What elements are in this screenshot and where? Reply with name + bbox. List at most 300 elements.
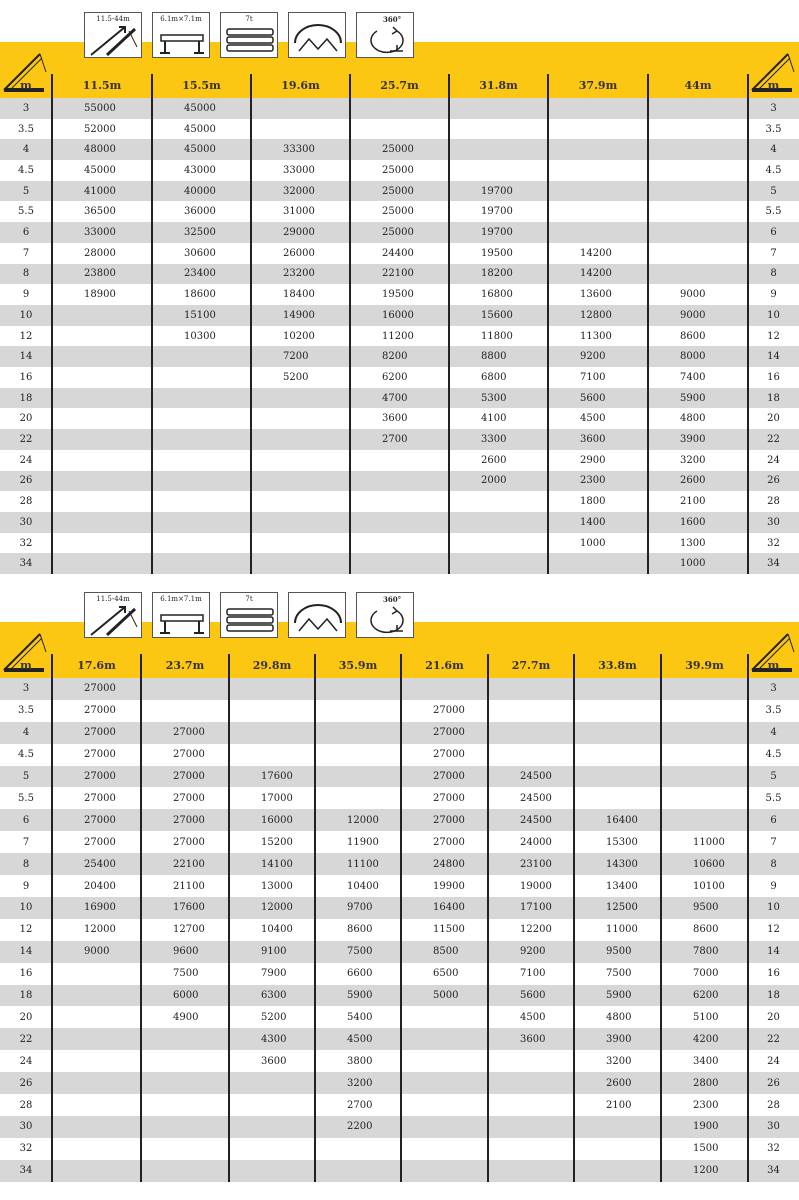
radius-header-right: m xyxy=(767,79,780,92)
table-row xyxy=(0,181,799,202)
radius-cell-right: 10 xyxy=(767,309,780,321)
load-cell xyxy=(315,744,401,766)
load-cell xyxy=(548,139,648,160)
load-cell: 2100 xyxy=(680,496,706,508)
load-cell xyxy=(52,429,152,450)
load-cell: 27000 xyxy=(84,836,116,848)
radius-cell-left: 4.5 xyxy=(18,749,34,761)
radius-cell-right: 18 xyxy=(767,990,780,1002)
column-divider xyxy=(314,654,316,1182)
load-cell xyxy=(548,119,648,140)
load-cell xyxy=(141,678,229,700)
boom-length-header-cell: 11.5m xyxy=(82,79,122,92)
load-cell: 1600 xyxy=(680,516,706,528)
load-cell xyxy=(152,553,251,574)
load-cell: 1300 xyxy=(680,537,706,549)
table-row xyxy=(0,491,799,512)
load-cell: 1500 xyxy=(693,1143,719,1155)
load-cell xyxy=(648,243,748,264)
load-cell: 12700 xyxy=(173,924,205,936)
radius-cell-right: 16 xyxy=(767,371,780,383)
load-cell: 16400 xyxy=(606,814,638,826)
load-cell: 5900 xyxy=(680,392,706,404)
column-divider xyxy=(448,74,450,574)
load-cell: 27000 xyxy=(433,814,465,826)
load-cell xyxy=(141,1028,229,1050)
load-cell: 18600 xyxy=(184,289,216,301)
load-cell: 20400 xyxy=(84,880,116,892)
radius-cell-left: 24 xyxy=(19,454,33,466)
load-cell xyxy=(350,119,449,140)
load-cell: 17100 xyxy=(520,902,552,914)
load-cell: 18900 xyxy=(84,289,116,301)
radius-cell-right: 34 xyxy=(767,558,780,570)
load-cell xyxy=(648,181,748,202)
load-cell xyxy=(251,409,350,430)
load-cell xyxy=(648,119,748,140)
radius-cell-right: 32 xyxy=(767,1143,780,1155)
load-cell xyxy=(548,160,648,181)
load-cell: 2600 xyxy=(606,1077,632,1089)
load-cell: 23800 xyxy=(84,268,116,280)
table-row xyxy=(0,305,799,326)
outrigger-stance-icon xyxy=(288,12,346,58)
load-cell: 17000 xyxy=(261,792,293,804)
load-cell: 9500 xyxy=(693,902,719,914)
load-cell: 9600 xyxy=(173,946,199,958)
load-cell: 27000 xyxy=(84,771,116,783)
load-cell: 4500 xyxy=(580,413,606,425)
radius-cell-right: 28 xyxy=(767,1099,780,1111)
load-cell: 33300 xyxy=(283,144,315,156)
load-cell: 24400 xyxy=(382,247,414,259)
load-cell: 8200 xyxy=(382,351,408,363)
load-cell: 5000 xyxy=(433,990,459,1002)
column-divider xyxy=(747,654,749,1182)
load-cell: 19900 xyxy=(433,880,465,892)
load-cell xyxy=(661,744,748,766)
load-cell xyxy=(152,367,251,388)
radius-cell-right: 5 xyxy=(770,771,777,783)
load-cell: 19500 xyxy=(481,247,513,259)
load-cell xyxy=(229,744,315,766)
load-cell: 4900 xyxy=(173,1011,199,1023)
table-row xyxy=(0,98,799,119)
table-row xyxy=(0,533,799,554)
load-cell xyxy=(661,722,748,744)
radius-cell-left: 3.5 xyxy=(18,705,34,717)
load-cell xyxy=(548,181,648,202)
load-cell: 36000 xyxy=(184,206,216,218)
load-cell xyxy=(52,388,152,409)
load-cell xyxy=(251,119,350,140)
load-cell: 4500 xyxy=(347,1033,373,1045)
table-row xyxy=(0,346,799,367)
load-cell: 12800 xyxy=(580,309,612,321)
load-cell: 9200 xyxy=(580,351,606,363)
load-cell xyxy=(141,1138,229,1160)
load-cell: 12000 xyxy=(84,924,116,936)
load-cell xyxy=(152,471,251,492)
load-cell xyxy=(52,367,152,388)
load-cell xyxy=(52,1094,141,1116)
load-cell: 3600 xyxy=(520,1033,546,1045)
load-cell: 15600 xyxy=(481,309,513,321)
radius-cell-left: 6 xyxy=(22,227,30,239)
load-cell: 52000 xyxy=(84,123,116,135)
load-cell: 43000 xyxy=(184,164,216,176)
load-cell: 25000 xyxy=(382,144,414,156)
boom-length-header-cell: 23.7m xyxy=(165,659,205,672)
boom-length-header-cell: 15.5m xyxy=(182,79,221,92)
load-cell: 7000 xyxy=(693,968,719,980)
boom-length-header-cell: 37.9m xyxy=(578,79,618,92)
load-cell xyxy=(251,553,350,574)
load-cell xyxy=(229,1094,315,1116)
load-cell: 26000 xyxy=(283,247,315,259)
load-cell: 24500 xyxy=(520,814,552,826)
radius-cell-right: 24 xyxy=(767,454,780,466)
radius-cell-left: 8 xyxy=(22,858,30,870)
load-cell xyxy=(488,700,574,722)
load-cell xyxy=(488,1072,574,1094)
load-cell: 2900 xyxy=(580,454,606,466)
radius-cell-left: 30 xyxy=(19,1121,33,1133)
load-cell xyxy=(661,700,748,722)
load-cell xyxy=(229,722,315,744)
load-cell xyxy=(52,450,152,471)
load-cell xyxy=(401,1007,488,1029)
load-cell xyxy=(488,1160,574,1182)
load-cell xyxy=(648,160,748,181)
load-cell: 11000 xyxy=(606,924,638,936)
load-cell: 2000 xyxy=(481,475,507,487)
load-cell: 27000 xyxy=(433,792,465,804)
load-cell xyxy=(488,678,574,700)
load-cell: 8600 xyxy=(680,330,706,342)
load-cell: 48000 xyxy=(84,144,116,156)
load-cell: 6200 xyxy=(693,990,719,1002)
load-cell: 13000 xyxy=(261,880,293,892)
load-cell: 24000 xyxy=(520,836,552,848)
radius-cell-right: 26 xyxy=(767,475,780,487)
load-cell: 6800 xyxy=(481,371,507,383)
load-cell: 25000 xyxy=(382,227,414,239)
table-row xyxy=(0,553,799,574)
load-cell: 19500 xyxy=(382,289,414,301)
load-cell: 45000 xyxy=(84,164,116,176)
load-cell: 1800 xyxy=(580,496,606,508)
load-cell: 25000 xyxy=(382,164,414,176)
load-cell xyxy=(574,700,661,722)
load-cell: 7400 xyxy=(680,371,706,383)
load-cell: 7200 xyxy=(283,351,309,363)
load-cell: 13400 xyxy=(606,880,638,892)
load-cell: 3900 xyxy=(680,434,706,446)
load-cell: 29000 xyxy=(283,227,315,239)
load-cell xyxy=(548,202,648,223)
load-cell: 19700 xyxy=(481,227,513,239)
radius-cell-right: 10 xyxy=(767,902,780,914)
boom-length-header-cell: 25.7m xyxy=(380,79,419,92)
load-cell xyxy=(52,1007,141,1029)
radius-cell-right: 5.5 xyxy=(765,206,782,218)
load-cell: 27000 xyxy=(84,727,116,739)
load-cell xyxy=(648,98,748,119)
load-cell: 1200 xyxy=(693,1165,719,1177)
column-divider xyxy=(660,654,662,1182)
boom-length-header-cell: 35.9m xyxy=(338,659,378,672)
load-cell xyxy=(648,222,748,243)
load-cell xyxy=(401,1116,488,1138)
load-cell: 24800 xyxy=(433,858,465,870)
load-cell xyxy=(141,1050,229,1072)
load-cell xyxy=(52,1160,141,1182)
load-cell: 27000 xyxy=(84,792,116,804)
load-cell xyxy=(548,98,648,119)
radius-cell-left: 4 xyxy=(22,144,30,156)
radius-cell-right: 3 xyxy=(770,102,777,114)
load-cell: 8000 xyxy=(680,351,706,363)
load-cell xyxy=(488,1116,574,1138)
load-cell xyxy=(648,264,748,285)
column-divider xyxy=(747,74,749,574)
radius-cell-right: 16 xyxy=(767,968,780,980)
load-cell: 2300 xyxy=(693,1099,719,1111)
load-cell xyxy=(152,512,251,533)
load-cell: 7500 xyxy=(606,968,632,980)
boom-length-header-cell: 27.7m xyxy=(511,659,551,672)
radius-cell-left: 32 xyxy=(19,1143,33,1155)
table-row xyxy=(0,222,799,243)
load-cell: 30600 xyxy=(184,247,216,259)
load-cell: 9000 xyxy=(84,946,110,958)
load-cell: 2200 xyxy=(347,1121,373,1133)
load-cell: 45000 xyxy=(184,123,216,135)
radius-cell-right: 4 xyxy=(770,727,777,739)
radius-cell-right: 18 xyxy=(767,392,780,404)
load-cell: 45000 xyxy=(184,144,216,156)
radius-cell-left: 6 xyxy=(22,814,30,826)
load-cell: 16900 xyxy=(84,902,116,914)
load-cell xyxy=(548,222,648,243)
load-cell: 12500 xyxy=(606,902,638,914)
radius-cell-left: 8 xyxy=(22,268,30,280)
load-cell: 11200 xyxy=(382,330,414,342)
load-cell: 25400 xyxy=(84,858,116,870)
load-cell: 23400 xyxy=(184,268,216,280)
radius-cell-left: 10 xyxy=(19,309,33,321)
rotation-360-icon: 360° xyxy=(356,12,414,58)
load-cell: 14300 xyxy=(606,858,638,870)
load-cell xyxy=(574,722,661,744)
radius-cell-right: 5.5 xyxy=(765,792,782,804)
load-cell: 32500 xyxy=(184,227,216,239)
load-cell xyxy=(251,491,350,512)
radius-cell-right: 8 xyxy=(770,858,777,870)
load-cell: 3600 xyxy=(382,413,408,425)
load-cell xyxy=(401,678,488,700)
radius-cell-right: 4.5 xyxy=(765,164,782,176)
radius-cell-right: 30 xyxy=(767,516,780,528)
radius-cell-left: 22 xyxy=(19,1033,33,1045)
load-cell: 25000 xyxy=(382,185,414,197)
radius-cell-right: 14 xyxy=(767,946,780,958)
load-cell: 2300 xyxy=(580,475,606,487)
load-cell xyxy=(141,1094,229,1116)
radius-cell-left: 4.5 xyxy=(18,164,34,176)
radius-cell-left: 34 xyxy=(19,558,33,570)
load-cell xyxy=(52,1050,141,1072)
load-cell: 12000 xyxy=(347,814,379,826)
load-cell: 18200 xyxy=(481,268,513,280)
load-cell xyxy=(52,409,152,430)
load-cell xyxy=(449,98,548,119)
load-cell: 33000 xyxy=(283,164,315,176)
load-cell: 3300 xyxy=(481,434,507,446)
load-cell xyxy=(152,491,251,512)
load-cell: 27000 xyxy=(173,814,205,826)
counterweight-icon: 7t xyxy=(220,592,278,638)
load-cell xyxy=(350,512,449,533)
load-cell xyxy=(141,1072,229,1094)
load-cell xyxy=(52,1028,141,1050)
boom-length-header-cell: 29.8m xyxy=(252,659,292,672)
radius-cell-left: 3.5 xyxy=(18,123,34,135)
load-cell: 1000 xyxy=(580,537,606,549)
load-cell xyxy=(229,1160,315,1182)
load-cell xyxy=(52,326,152,347)
load-cell: 27000 xyxy=(84,683,116,695)
load-cell xyxy=(350,471,449,492)
radius-cell-left: 26 xyxy=(19,1077,33,1089)
load-cell xyxy=(449,533,548,554)
radius-cell-right: 5 xyxy=(770,185,777,197)
load-cell: 41000 xyxy=(84,185,116,197)
radius-cell-left: 16 xyxy=(19,968,33,980)
load-cell: 5200 xyxy=(283,371,309,383)
load-cell: 27000 xyxy=(433,727,465,739)
radius-cell-right: 6 xyxy=(770,814,777,826)
load-cell xyxy=(401,1050,488,1072)
load-cell: 3900 xyxy=(606,1033,632,1045)
boom-length-icon: 11.5-44m xyxy=(84,12,142,58)
radius-cell-right: 22 xyxy=(767,1033,780,1045)
radius-cell-left: 24 xyxy=(19,1055,33,1067)
radius-cell-right: 20 xyxy=(767,1011,780,1023)
radius-cell-right: 22 xyxy=(767,434,780,446)
load-cell xyxy=(648,202,748,223)
load-cell xyxy=(661,678,748,700)
column-divider xyxy=(51,654,53,1182)
radius-cell-right: 7 xyxy=(770,247,777,259)
load-cell: 14900 xyxy=(283,309,315,321)
load-cell xyxy=(449,553,548,574)
load-cell: 6500 xyxy=(433,968,459,980)
load-cell: 27000 xyxy=(84,749,116,761)
table-row xyxy=(0,284,799,305)
load-cell: 7800 xyxy=(693,946,719,958)
load-cell xyxy=(52,1072,141,1094)
load-cell: 27000 xyxy=(433,705,465,717)
load-cell: 5900 xyxy=(347,990,373,1002)
load-cell: 16000 xyxy=(261,814,293,826)
load-cell: 3200 xyxy=(680,454,706,466)
table-row xyxy=(0,139,799,160)
load-cell: 2700 xyxy=(347,1099,373,1111)
boom-length-header-cell: 21.6m xyxy=(425,659,464,672)
load-cell xyxy=(350,450,449,471)
radius-cell-left: 12 xyxy=(19,330,33,342)
load-cell: 14200 xyxy=(580,268,612,280)
radius-cell-right: 6 xyxy=(770,227,777,239)
load-cell xyxy=(152,346,251,367)
load-cell: 16800 xyxy=(481,289,513,301)
load-cell: 4300 xyxy=(261,1033,287,1045)
radius-cell-left: 5.5 xyxy=(18,206,34,218)
radius-cell-right: 9 xyxy=(770,289,777,301)
load-cell xyxy=(350,98,449,119)
load-cell xyxy=(315,700,401,722)
radius-cell-right: 3.5 xyxy=(765,705,782,717)
load-cell: 5400 xyxy=(347,1011,373,1023)
load-cell: 9000 xyxy=(680,309,706,321)
boom-length-icon: 11.5-44m xyxy=(84,592,142,638)
boom-length-header-cell: 31.8m xyxy=(479,79,518,92)
load-cell: 3200 xyxy=(606,1055,632,1067)
load-cell xyxy=(251,388,350,409)
load-cell: 10100 xyxy=(693,880,725,892)
load-cell: 7500 xyxy=(173,968,199,980)
boom-length-header-cell: 39.9m xyxy=(685,659,724,672)
load-cell xyxy=(350,553,449,574)
load-cell xyxy=(449,491,548,512)
load-cell: 15300 xyxy=(606,836,638,848)
load-cell xyxy=(52,985,141,1007)
load-cell xyxy=(488,744,574,766)
load-cell xyxy=(229,678,315,700)
boom-length-header-cell: 17.6m xyxy=(77,659,116,672)
load-cell xyxy=(52,1138,141,1160)
load-cell: 3600 xyxy=(580,434,606,446)
load-cell: 16400 xyxy=(433,902,465,914)
radius-cell-right: 8 xyxy=(770,268,777,280)
load-cell xyxy=(315,1160,401,1182)
load-cell: 6200 xyxy=(382,371,408,383)
load-cell: 7500 xyxy=(347,946,373,958)
load-cell: 10300 xyxy=(184,330,216,342)
load-cell xyxy=(315,766,401,788)
load-cell xyxy=(229,1138,315,1160)
load-cell xyxy=(315,1138,401,1160)
load-cell: 24500 xyxy=(520,771,552,783)
load-cell: 36500 xyxy=(84,206,116,218)
load-cell xyxy=(251,512,350,533)
column-divider xyxy=(250,74,252,574)
load-cell: 8600 xyxy=(693,924,719,936)
column-divider xyxy=(228,654,230,1182)
radius-cell-left: 5 xyxy=(22,185,30,197)
table-row xyxy=(0,243,799,264)
load-cell: 27000 xyxy=(433,771,465,783)
load-cell: 4700 xyxy=(382,392,408,404)
radius-cell-left: 30 xyxy=(19,516,33,528)
load-cell: 55000 xyxy=(84,102,116,114)
load-cell: 17600 xyxy=(261,771,293,783)
load-cell xyxy=(152,533,251,554)
radius-cell-left: 34 xyxy=(19,1165,33,1177)
radius-cell-left: 3 xyxy=(22,102,30,114)
